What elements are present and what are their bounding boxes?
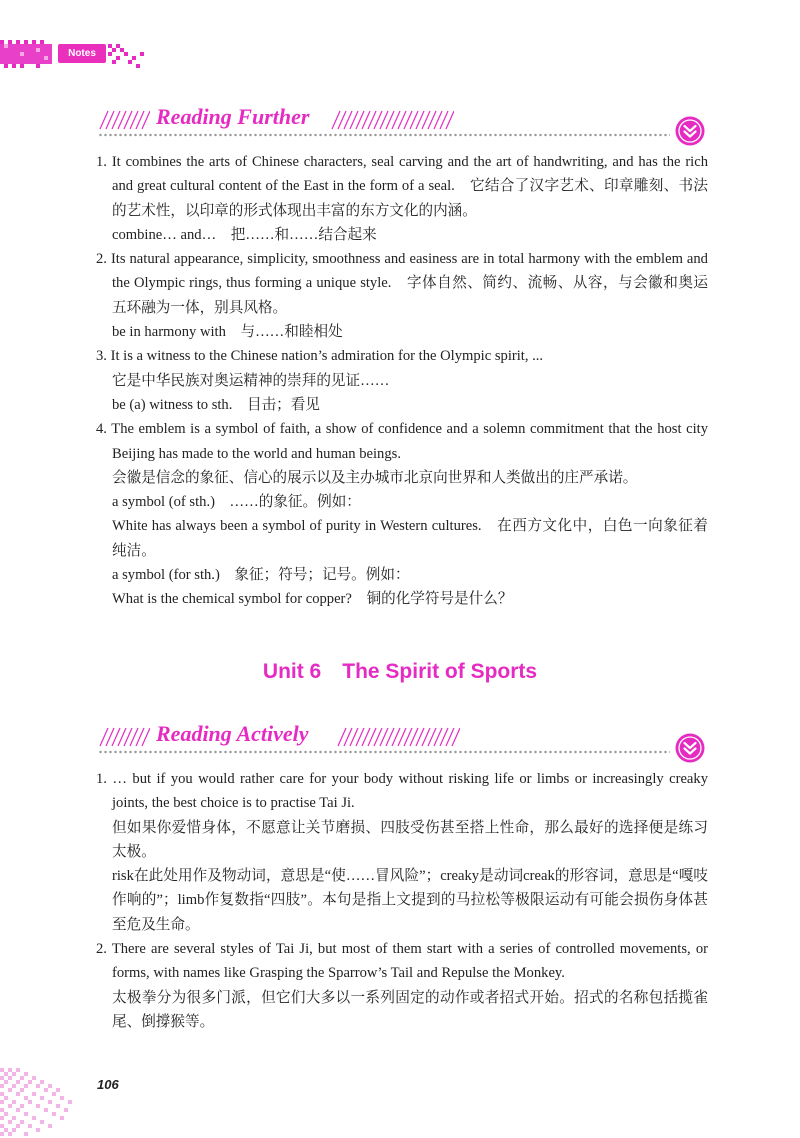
example-sentence: What is the chemical symbol for copper? 铜的化学符号是什么？ (112, 591, 513, 608)
note-paragraph (96, 344, 708, 368)
stripe-decoration-right (336, 726, 460, 748)
item-number: 2. (96, 941, 107, 958)
item-text: It is a witness to the Chinese nation’s admiration for the Olympic spirit, ... (110, 348, 544, 365)
note-paragraph (96, 417, 708, 466)
note-paragraph (96, 937, 708, 986)
item-text: There are several styles of Tai Ji, but most of them start with a series of controlled movements, or forms, with names like Grasping the Sparrow’s Tail and Repulse the Monkey. (111, 941, 708, 982)
note-item (96, 247, 708, 344)
item-number: 4. (96, 421, 107, 438)
item-text: Its natural appearance, simplicity, smoothness and easiness are in total harmony with the emblem and the Olympic rings, thus forming a unique style. 字体自然、简约、流畅、从容，与会徽和奥运五环融为一体，别具风格。 (110, 251, 708, 316)
item-text: … but if you would rather care for your body without risking life or limbs or increasingly creaky joints, the best choice is to practise Tai Ji. (112, 771, 708, 812)
vocab-note: a symbol (for sth.) 象征；符号；记号。例如： (112, 567, 410, 584)
pixel-decoration-bottom (0, 1060, 96, 1138)
note-item (96, 937, 708, 1034)
section-header-reading-actively (98, 721, 706, 761)
reading-further-notes (96, 150, 708, 612)
explanation: risk在此处用作及物动词，意思是“使……冒风险”；creaky是动词creak的形容词，意思是“嘎吱作响的”；limb作复数指“四肢”。本句是指上文提到的马拉松等极限运动有可能会损伤身体甚至危及生命。 (112, 868, 708, 933)
item-number: 1. (96, 154, 107, 170)
note-paragraph (96, 150, 708, 223)
vocab-note: a symbol (of sth.) ……的象征。例如： (112, 494, 361, 511)
note-item (96, 767, 708, 937)
vocab-note: combine… and… 把……和……结合起来 (112, 226, 377, 243)
dotted-divider (98, 133, 670, 137)
item-number: 1. (96, 771, 107, 787)
section-title: Reading Further (156, 104, 310, 129)
note-item (96, 150, 708, 247)
chevron-down-circle-icon[interactable] (674, 732, 706, 764)
vocab-note: be in harmony with 与……和睦相处 (112, 324, 343, 341)
unit-title: Unit 6 The Spirit of Sports (262, 660, 538, 683)
note-item (96, 344, 708, 417)
item-number: 2. (96, 251, 107, 268)
translation: 它是中华民族对奥运精神的崇拜的见证…… (112, 372, 390, 389)
note-paragraph (96, 247, 708, 320)
page-number: 106 (97, 1077, 119, 1092)
translation: 太极拳分为很多门派，但它们大多以一系列固定的动作或者招式开始。招式的名称包括揽雀尾、倒撐猴等。 (112, 989, 708, 1030)
stripe-decoration-left (98, 726, 150, 748)
dotted-divider (98, 750, 670, 754)
item-number: 3. (96, 348, 107, 365)
reading-actively-notes (96, 767, 708, 1034)
notes-tab: Notes (58, 44, 106, 63)
section-title: Reading Actively (156, 721, 309, 746)
example-sentence: White has always been a symbol of purity in Western cultures. 在西方文化中，白色一向象征着纯洁。 (112, 518, 708, 559)
note-paragraph (96, 767, 708, 816)
stripe-decoration-left (98, 109, 150, 131)
translation: 但如果你爱惜身体，不愿意让关节磨损、四肢受伤甚至搭上性命，那么最好的选择便是练习太极。 (112, 819, 708, 860)
note-item (96, 417, 708, 611)
chevron-down-circle-icon[interactable] (674, 115, 706, 147)
translation: 会徽是信念的象征、信心的展示以及主办城市北京向世界和人类做出的庄严承诺。 (112, 469, 638, 486)
vocab-note: be (a) witness to sth. 目击；看见 (112, 396, 320, 413)
section-header-reading-further (98, 104, 706, 144)
stripe-decoration-right (330, 109, 454, 131)
item-text: The emblem is a symbol of faith, a show of confidence and a solemn commitment that the host city Beijing has made to the world and human beings. (111, 421, 708, 462)
item-text: It combines the arts of Chinese characters, seal carving and the art of handwriting, and has the rich and great cultural content of the East in the form of a seal. 它结合了汉字艺术、印章雕刻、书法的艺术性，以印章的形式体现出丰富的东方文化的内涵。 (111, 154, 709, 219)
